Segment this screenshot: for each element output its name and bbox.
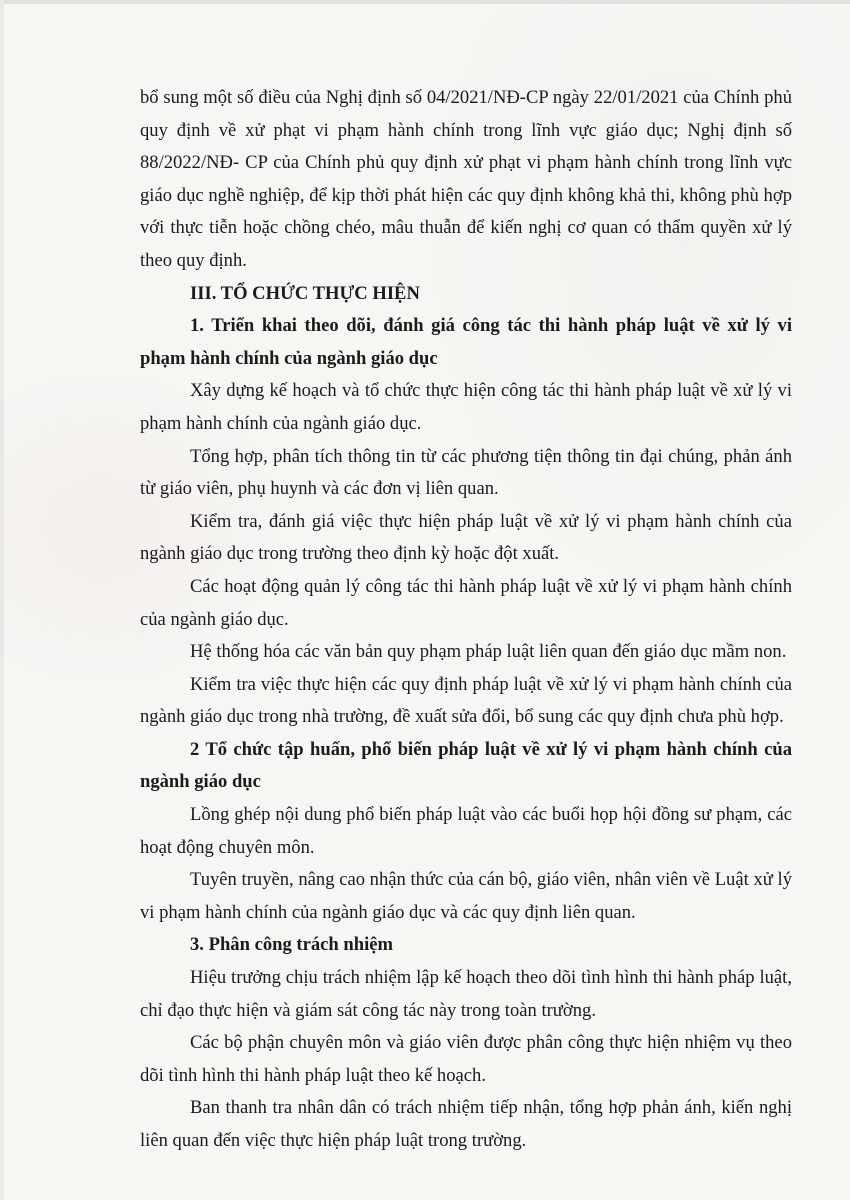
- subsection-2-paragraph: Tuyên truyền, nâng cao nhận thức của cán bộ, giáo viên, nhân viên về Luật xử lý vi phạm hành chính của ngành giáo dục và các quy định liên quan.: [140, 869, 792, 923]
- subsection-3-paragraph: Các bộ phận chuyên môn và giáo viên được phân công thực hiện nhiệm vụ theo dõi tình hình thi hành pháp luật theo kế hoạch.: [140, 1032, 792, 1086]
- subsection-3-heading: 3. Phân công trách nhiệm: [190, 934, 393, 956]
- subsection-1-paragraph: Các hoạt động quản lý công tác thi hành pháp luật về xử lý vi phạm hành chính của ngành giáo dục.: [140, 575, 792, 630]
- subsection-1-heading: 1. Triển khai theo dõi, đánh giá công tác thi hành pháp luật về xử lý vi phạm hành chính của ngành giáo dục: [140, 315, 792, 369]
- subsection-1-paragraph: Xây dựng kế hoạch và tổ chức thực hiện công tác thi hành pháp luật về xử lý vi phạm hành chính của ngành giáo dục.: [140, 380, 792, 434]
- scan-edge-top: [0, 0, 850, 4]
- subsection-3-paragraph: Hiệu trưởng chịu trách nhiệm lập kế hoạch theo dõi tình hình thi hành pháp luật, chỉ đạo thực hiện và giám sát công tác này trong toàn trường.: [140, 967, 792, 1021]
- subsection-3-paragraph: Ban thanh tra nhân dân có trách nhiệm tiếp nhận, tổng hợp phản ánh, kiến nghị liên quan đến việc thực hiện pháp luật trong trường.: [140, 1097, 792, 1151]
- subsection-2-paragraph: Lồng ghép nội dung phổ biến pháp luật vào các buổi họp hội đồng sư phạm, các hoạt động chuyên môn.: [140, 804, 792, 858]
- scan-edge-left: [0, 0, 4, 1200]
- intro-paragraph: bổ sung một số điều của Nghị định số 04/2021/NĐ-CP ngày 22/01/2021 của Chính phủ quy định về xử phạt vi phạm hành chính trong lĩnh vực giáo dục; Nghị định số 88/2022/NĐ- CP của Chính phủ quy định xử phạt vi phạm hành chính trong lĩnh vực giáo dục nghề nghiệp, để kịp thời phát hiện các quy định không khả thi, không phù hợp với thực tiễn hoặc chồng chéo, mâu thuẫn để kiến nghị cơ quan có thẩm quyền xử lý theo quy định.: [140, 87, 792, 271]
- subsection-1-paragraph: Kiểm tra việc thực hiện các quy định pháp luật về xử lý vi phạm hành chính của ngành giáo dục trong nhà trường, đề xuất sửa đổi, bổ sung các quy định chưa phù hợp.: [140, 673, 792, 728]
- subsection-2-heading: 2 Tổ chức tập huấn, phổ biến pháp luật về xử lý vi phạm hành chính của ngành giáo dục: [140, 738, 792, 793]
- subsection-1-paragraph: Hệ thống hóa các văn bản quy phạm pháp luật liên quan đến giáo dục mầm non.: [190, 641, 787, 663]
- document-body: [140, 82, 792, 1158]
- section-heading: III. TỔ CHỨC THỰC HIỆN: [190, 282, 420, 304]
- subsection-1-paragraph: Kiểm tra, đánh giá việc thực hiện pháp luật về xử lý vi phạm hành chính của ngành giáo dục trong trường theo định kỳ hoặc đột xuất.: [140, 510, 792, 565]
- subsection-1-paragraph: Tổng hợp, phân tích thông tin từ các phương tiện thông tin đại chúng, phản ánh từ giáo viên, phụ huynh và các đơn vị liên quan.: [140, 445, 792, 500]
